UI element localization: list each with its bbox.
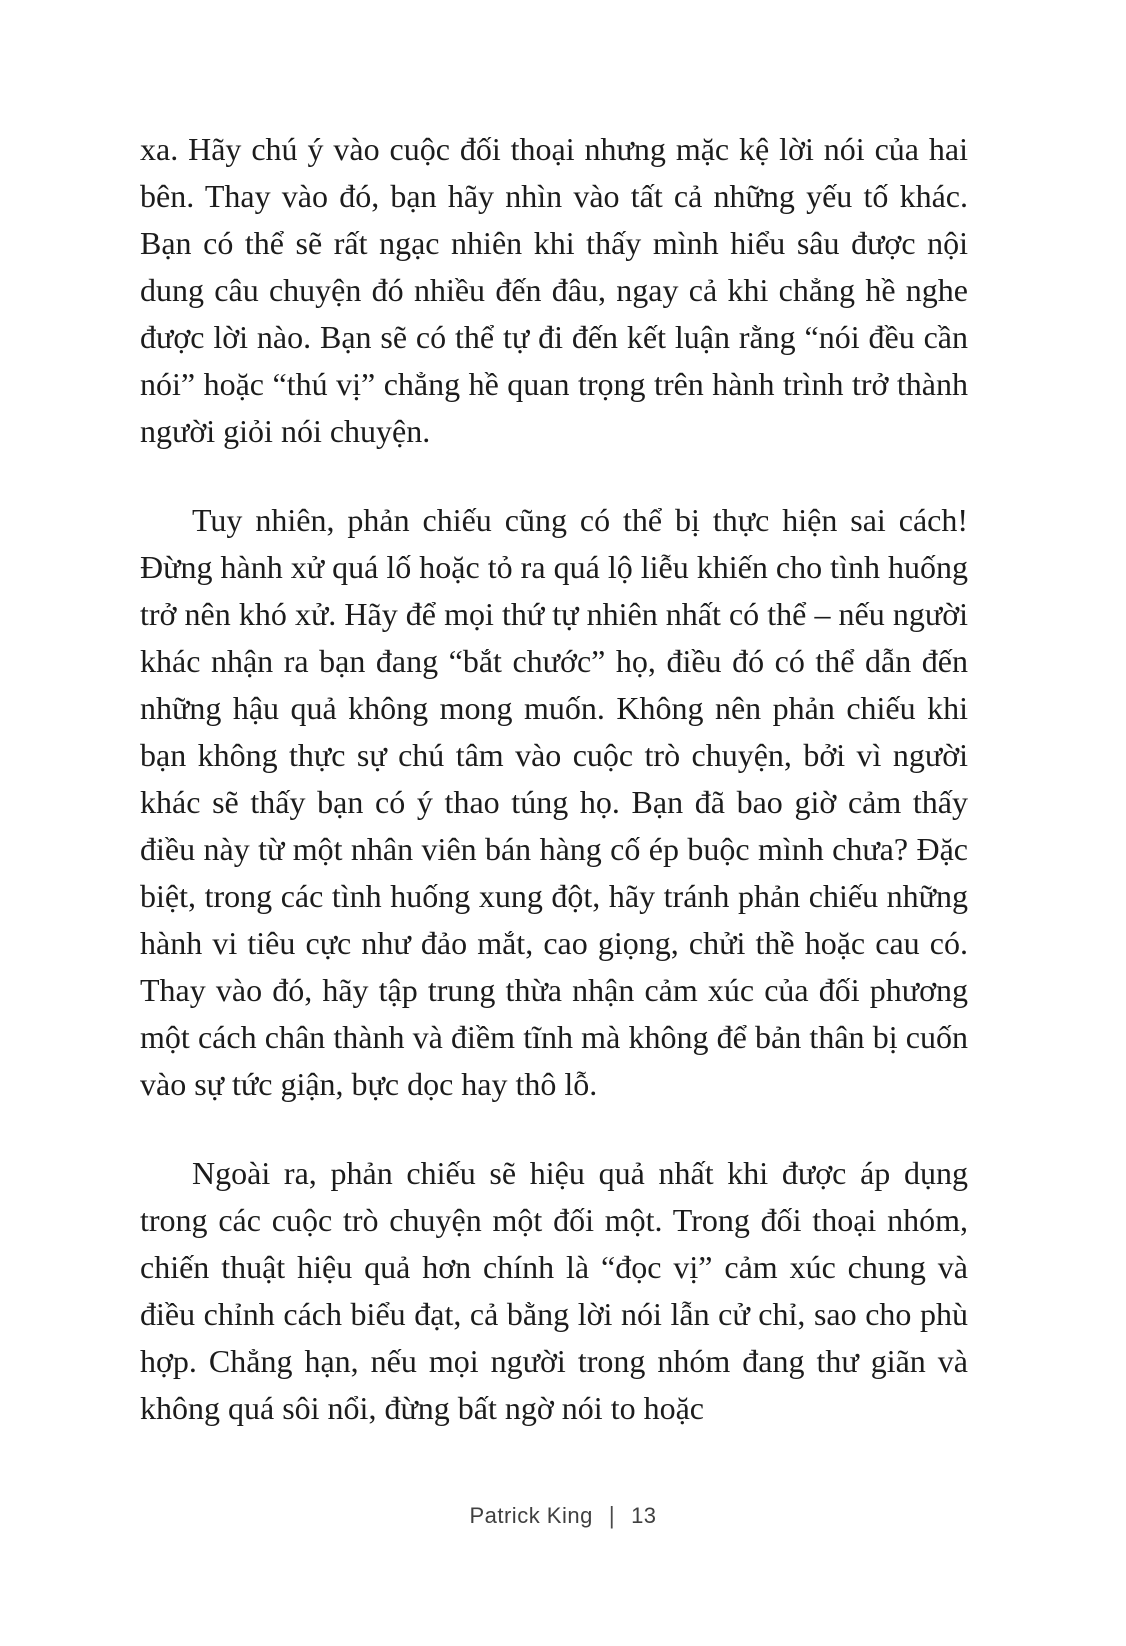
body-paragraph-2: Tuy nhiên, phản chiếu cũng có thể bị thực hiện sai cách! Đừng hành xử quá lố hoặc tỏ ra quá lộ liễu khiến cho tình huống trở nên khó xử. Hãy để mọi thứ tự nhiên nhất có thể – nếu người khác nhận ra bạn đang “bắt chước” họ, điều đó có thể dẫn đến những hậu quả không mong muốn. Không nên phản chiếu khi bạn không thực sự chú tâm vào cuộc trò chuyện, bởi vì người khác sẽ thấy bạn có ý thao túng họ. Bạn đã bao giờ cảm thấy điều này từ một nhân viên bán hàng cố ép buộc mình chưa? Đặc biệt, trong các tình huống xung đột, hãy tránh phản chiếu những hành vi tiêu cực như đảo mắt, cao giọng, chửi thề hoặc cau có. Thay vào đó, hãy tập trung thừa nhận cảm xúc của đối phương một cách chân thành và điềm tĩnh mà không để bản thân bị cuốn vào sự tức giận, bực dọc hay thô lỗ. <box>140 502 968 1102</box>
footer-author: Patrick King <box>469 1503 593 1528</box>
body-paragraph-1: xa. Hãy chú ý vào cuộc đối thoại nhưng mặc kệ lời nói của hai bên. Thay vào đó, bạn hãy nhìn vào tất cả những yếu tố khác. Bạn có thể sẽ rất ngạc nhiên khi thấy mình hiểu sâu được nội dung câu chuyện đó nhiều đến đâu, ngay cả khi chẳng hề nghe được lời nào. Bạn sẽ có thể tự đi đến kết luận rằng “nói đều cần nói” hoặc “thú vị” chẳng hề quan trọng trên hành trình trở thành người giỏi nói chuyện. <box>140 131 968 449</box>
page-body <box>140 126 968 1432</box>
footer-separator: | <box>608 1501 616 1530</box>
page-footer <box>0 1500 1126 1532</box>
footer-page-number: 13 <box>631 1503 657 1528</box>
body-paragraph-3: Ngoài ra, phản chiếu sẽ hiệu quả nhất khi được áp dụng trong các cuộc trò chuyện một đối một. Trong đối thoại nhóm, chiến thuật hiệu quả hơn chính là “đọc vị” cảm xúc chung và điều chỉnh cách biểu đạt, cả bằng lời nói lẫn cử chỉ, sao cho phù hợp. Chẳng hạn, nếu mọi người trong nhóm đang thư giãn và không quá sôi nổi, đừng bất ngờ nói to hoặc <box>140 1155 968 1426</box>
